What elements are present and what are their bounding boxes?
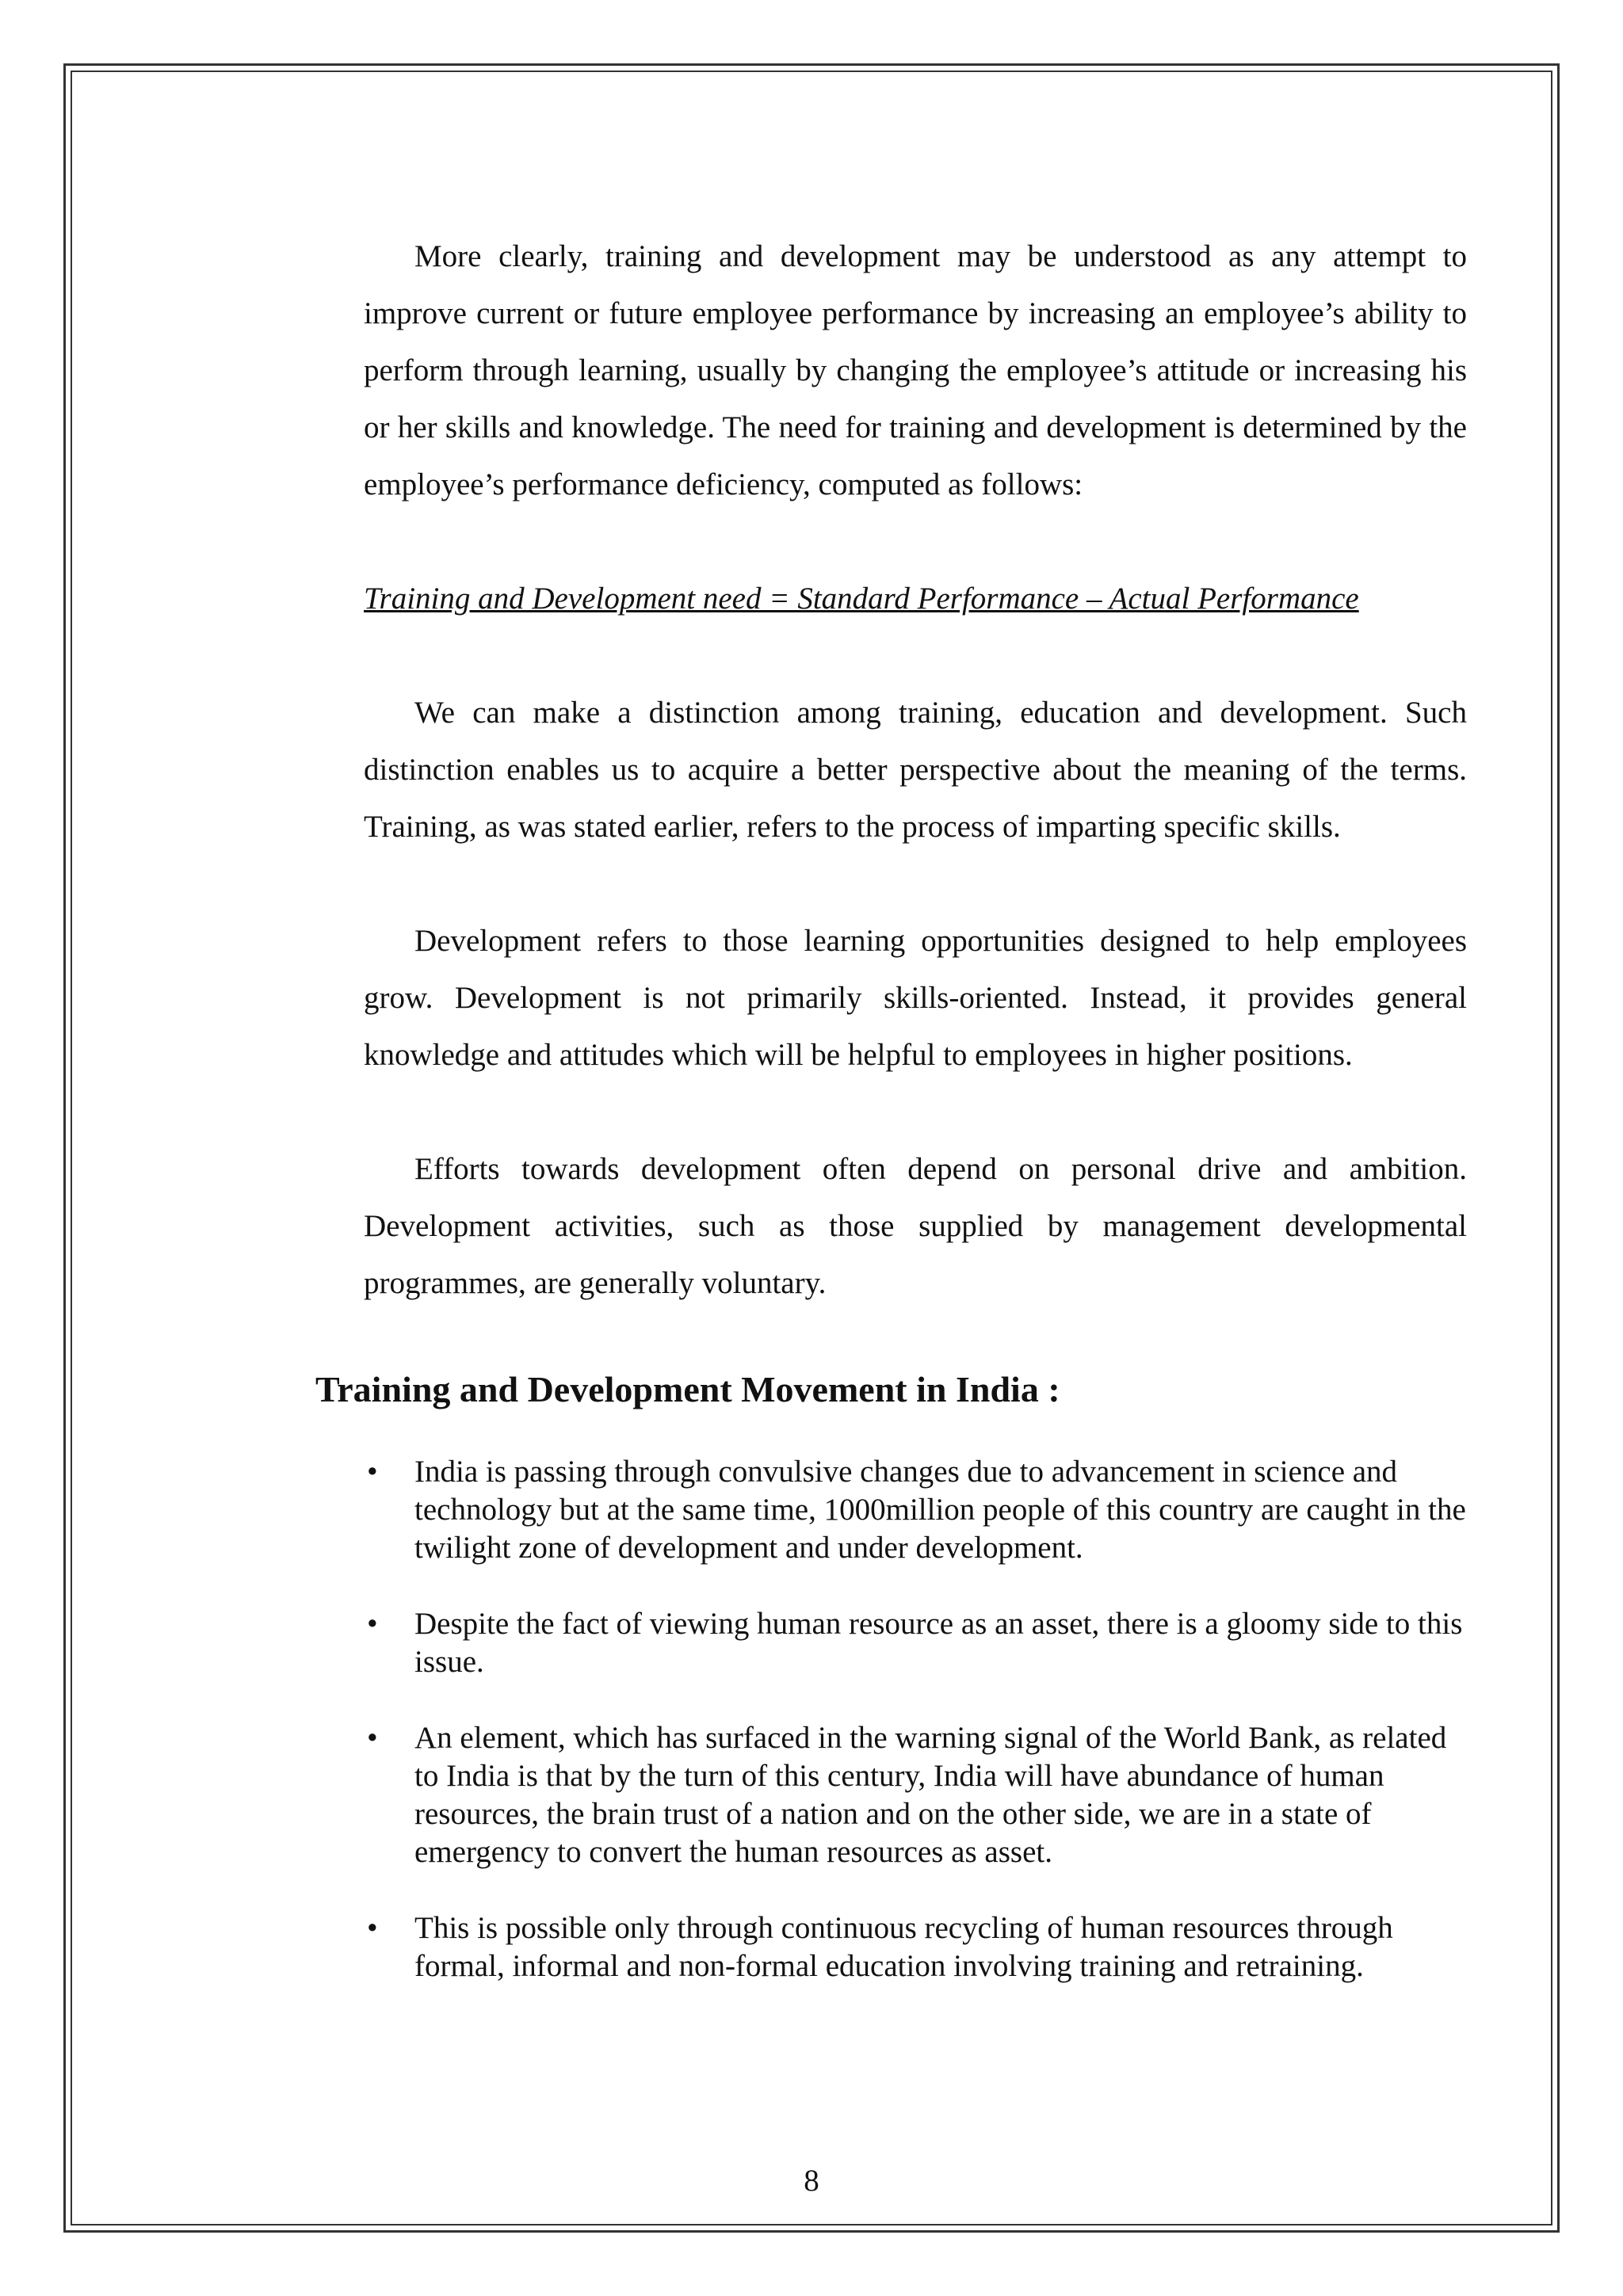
paragraph-definition: More clearly, training and development may be understood as any attempt to improve current or future employee performance by increasing an employee’s ability to perform through learning, usually by changing the employee’s attitude or increasing his or her skills and knowledge. The need for training and development is determined by the employee’s performance deficiency, computed as follows: [364,239,1467,502]
page-number: 8 [804,2164,819,2198]
section-heading: Training and Development Movement in India : [315,1369,1060,1409]
bullet-icon: • [367,1721,378,1755]
list-item-text: This is possible only through continuous recycling of human resources through formal, informal and non-formal education involving training and retraining. [414,1911,1393,1983]
list-item [364,1909,1473,1985]
bullet-list [364,1453,1473,2023]
bullet-icon: • [367,1607,378,1641]
list-item-text: Despite the fact of viewing human resource as an asset, there is a gloomy side to this issue. [414,1607,1463,1679]
list-item-text: An element, which has surfaced in the warning signal of the World Bank, as related to India is that by the turn of this century, India will have abundance of human resources, the brain trust of a nation and on the other side, we are in a state of emergency to convert the human resources as asset. [414,1721,1447,1869]
paragraph-distinction: We can make a distinction among training, education and development. Such distinction enables us to acquire a better perspective about the meaning of the terms. Training, as was stated earlier, refers to the process of imparting specific skills. [364,696,1467,844]
paragraph-development: Development refers to those learning opportunities designed to help employees grow. Development is not primarily skills-oriented. Instead, it provides general knowledge and attitudes which will be helpful to employees in higher positions. [364,924,1467,1072]
list-item [364,1453,1473,1567]
list-item-text: India is passing through convulsive changes due to advancement in science and technology but at the same time, 1000million people of this country are caught in the twilight zone of development and under development. [414,1455,1466,1565]
list-item [364,1605,1473,1681]
bullet-icon: • [367,1455,378,1489]
list-item [364,1719,1473,1871]
formula-training-need: Training and Development need = Standard Performance – Actual Performance [364,582,1359,616]
bullet-icon: • [367,1911,378,1945]
paragraph-efforts: Efforts towards development often depend on personal drive and ambition. Development activities, such as those supplied by management developmental programmes, are generally voluntary. [364,1152,1467,1300]
